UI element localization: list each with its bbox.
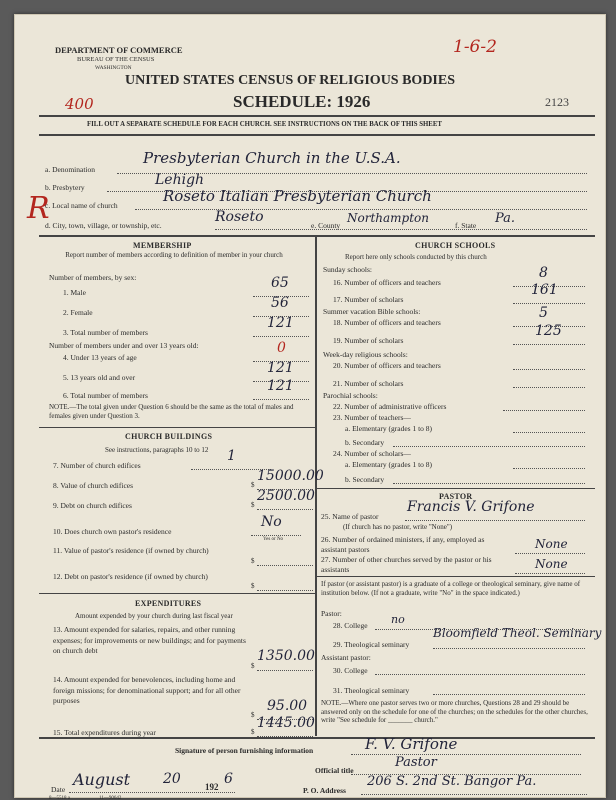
q10-label: 10. Does church own pastor's residence bbox=[53, 527, 172, 536]
city-label: WASHINGTON bbox=[95, 65, 132, 71]
q3-label: 3. Total number of members bbox=[63, 328, 148, 337]
local-name-label: c. Local name of church bbox=[45, 201, 118, 210]
expenditures-heading: EXPENDITURES bbox=[135, 599, 202, 608]
q10-value: No bbox=[261, 514, 282, 530]
q7-value: 1 bbox=[227, 448, 236, 464]
q8-label: 8. Value of church edifices bbox=[53, 481, 134, 490]
city-value: Roseto bbox=[215, 209, 264, 225]
q23a-label: a. Elementary (grades 1 to 8) bbox=[345, 424, 433, 433]
q16-label: 16. Number of officers and teachers bbox=[333, 278, 441, 287]
department-label: DEPARTMENT OF COMMERCE bbox=[55, 45, 183, 55]
buildings-heading: CHURCH BUILDINGS bbox=[125, 432, 213, 441]
parochial-schools-label: Parochial schools: bbox=[323, 391, 378, 400]
schools-heading: CHURCH SCHOOLS bbox=[415, 241, 496, 250]
q14-label: 14. Amount expended for benevolences, including home and foreign missions; for denominational support; and for all other purposes bbox=[53, 675, 241, 705]
serial-number: 2123 bbox=[545, 95, 569, 109]
membership-intro: Report number of members according to definition of member in your church bbox=[65, 251, 283, 259]
address-label: P. O. Address bbox=[303, 786, 346, 795]
form-number: 8—5518 a bbox=[49, 796, 70, 800]
q8-dollar: $ bbox=[251, 481, 255, 489]
q5-label: 5. 13 years old and over bbox=[63, 373, 136, 382]
schedule-title: SCHEDULE: 1926 bbox=[233, 92, 371, 111]
q1-value: 65 bbox=[271, 275, 289, 291]
q14-value: 95.00 bbox=[267, 698, 308, 714]
q4-value: 0 bbox=[277, 340, 286, 356]
q24b-label: b. Secondary bbox=[345, 475, 385, 484]
q28-label: 28. College bbox=[333, 621, 368, 630]
presbytery-label: b. Presbytery bbox=[45, 183, 85, 192]
assistant-pastor-subheading: Assistant pastor: bbox=[321, 653, 371, 662]
local-name-value: Roseto Italian Presbyterian Church bbox=[163, 187, 432, 205]
q26-value: None bbox=[535, 537, 568, 551]
form-title: UNITED STATES CENSUS OF RELIGIOUS BODIES bbox=[125, 73, 456, 88]
q11-dollar: $ bbox=[251, 557, 255, 565]
date-year: 6 bbox=[224, 771, 233, 787]
margin-red-mark: R bbox=[27, 191, 50, 226]
q17-label: 17. Number of scholars bbox=[333, 295, 404, 304]
state-value: Pa. bbox=[495, 211, 516, 226]
census-schedule-sheet bbox=[14, 14, 606, 798]
q4-label: 4. Under 13 years of age bbox=[63, 353, 137, 362]
q19-label: 19. Number of scholars bbox=[333, 336, 404, 345]
membership-note: NOTE.—The total given under Question 6 should be the same as the total of males and females given under Question 3. bbox=[49, 403, 294, 420]
q23-label: 23. Number of teachers— bbox=[333, 413, 411, 422]
address-value: 206 S. 2nd St. Bangor Pa. bbox=[367, 774, 537, 789]
q15-dollar: $ bbox=[251, 728, 255, 736]
signature-value: F. V. Grifone bbox=[365, 735, 458, 753]
q12-dollar: $ bbox=[251, 582, 255, 590]
presbytery-value: Lehigh bbox=[155, 172, 205, 188]
q14-dollar: $ bbox=[251, 711, 255, 719]
q18-value: 5 bbox=[539, 305, 548, 321]
pastor-heading: PASTOR bbox=[439, 492, 473, 501]
q13-label: 13. Amount expended for salaries, repairs, and other running expenses; for improvements or new buildings; and for payments on church debt bbox=[53, 625, 246, 655]
date-month: August bbox=[73, 770, 131, 789]
q15-label: 15. Total expenditures during year bbox=[53, 728, 156, 737]
q27-label: 27. Number of other churches served by the pastor or his assistants bbox=[321, 555, 492, 574]
summer-schools-label: Summer vacation Bible schools: bbox=[323, 307, 421, 316]
signature-label: Signature of person furnishing information bbox=[175, 746, 314, 755]
pastor-note: NOTE.—Where one pastor serves two or more churches, Questions 28 and 29 should be answered only on the schedule for one of the churches; on the schedules for the other churches, write "See schedule for _______ church." bbox=[321, 699, 588, 724]
q2-label: 2. Female bbox=[63, 308, 93, 317]
q6-value: 121 bbox=[267, 378, 294, 394]
q31-label: 31. Theological seminary bbox=[333, 686, 410, 695]
q2-value: 56 bbox=[271, 295, 289, 311]
expenditures-intro: Amount expended by your church during last fiscal year bbox=[75, 612, 233, 620]
q3-value: 121 bbox=[267, 315, 294, 331]
weekday-schools-label: Week-day religious schools: bbox=[323, 350, 408, 359]
q7-label: 7. Number of church edifices bbox=[53, 461, 141, 470]
q9-dollar: $ bbox=[251, 501, 255, 509]
q21-label: 21. Number of scholars bbox=[333, 379, 404, 388]
members-by-sex-label: Number of members, by sex: bbox=[49, 273, 137, 282]
q9-label: 9. Debt on church edifices bbox=[53, 501, 132, 510]
instruction-line: FILL OUT A SEPARATE SCHEDULE FOR EACH CHURCH. SEE INSTRUCTIONS ON THE BACK OF THIS SHEET bbox=[87, 121, 442, 128]
q29-label: 29. Theological seminary bbox=[333, 640, 410, 649]
q1-label: 1. Male bbox=[63, 288, 86, 297]
county-value: Northampton bbox=[347, 211, 430, 225]
schools-intro: Report here only schools conducted by this church bbox=[345, 253, 487, 261]
q13-dollar: $ bbox=[251, 662, 255, 670]
q19-value: 125 bbox=[535, 323, 562, 339]
bureau-label: BUREAU OF THE CENSUS bbox=[77, 56, 155, 63]
q12-label: 12. Debt on pastor's residence (if owned by church) bbox=[53, 572, 208, 581]
denomination-value: Presbyterian Church in the U.S.A. bbox=[143, 149, 401, 167]
q25-value: Francis V. Grifone bbox=[407, 499, 535, 515]
membership-heading: MEMBERSHIP bbox=[133, 241, 192, 250]
q25-note: (If church has no pastor, write "None") bbox=[343, 523, 453, 531]
handwritten-file-number: 1-6-2 bbox=[453, 37, 497, 57]
q18-label: 18. Number of officers and teachers bbox=[333, 318, 441, 327]
q11-label: 11. Value of pastor's residence (if owned by church) bbox=[53, 546, 209, 555]
q24-label: 24. Number of scholars— bbox=[333, 449, 411, 458]
yes-no-hint: Yes or No bbox=[263, 537, 284, 542]
print-number: 11—90642 bbox=[99, 796, 122, 800]
q29-value: Bloomfield Theol. Seminary bbox=[433, 626, 602, 640]
q6-label: 6. Total number of members bbox=[63, 391, 148, 400]
q26-label: 26. Number of ordained ministers, if any, employed as assistant pastors bbox=[321, 535, 485, 554]
q24a-label: a. Elementary (grades 1 to 8) bbox=[345, 460, 433, 469]
pastor-subheading: Pastor: bbox=[321, 609, 342, 618]
handwritten-margin-number: 400 bbox=[65, 95, 94, 113]
county-label: e. County bbox=[311, 221, 341, 230]
q23b-label: b. Secondary bbox=[345, 438, 385, 447]
official-title-value: Pastor bbox=[395, 755, 437, 770]
sunday-schools-label: Sunday schools: bbox=[323, 265, 372, 274]
q25-label: 25. Name of pastor bbox=[321, 512, 379, 521]
q17-value: 161 bbox=[531, 282, 558, 298]
city-field-label: d. City, town, village, or township, etc. bbox=[45, 221, 162, 230]
q20-label: 20. Number of officers and teachers bbox=[333, 361, 441, 370]
q13-value: 1350.00 bbox=[257, 648, 315, 664]
q16-value: 8 bbox=[539, 265, 548, 281]
graduate-note: If pastor (or assistant pastor) is a graduate of a college or theological seminary, give name of institution below. (If not a graduate, write "No" in the space indicated.) bbox=[321, 580, 581, 597]
q28-value: no bbox=[391, 613, 405, 626]
date-year-prefix: 192 bbox=[205, 782, 219, 792]
official-title-label: Official title bbox=[315, 766, 354, 775]
q8-value: 15000.00 bbox=[257, 468, 324, 484]
date-day: 20 bbox=[163, 771, 181, 787]
date-label: Date bbox=[51, 785, 66, 794]
state-label: f. State bbox=[455, 221, 477, 230]
q27-value: None bbox=[535, 557, 568, 571]
q22-label: 22. Number of administrative officers bbox=[333, 402, 447, 411]
q15-value: 1445.00 bbox=[257, 715, 315, 731]
age-intro-label: Number of members under and over 13 years old: bbox=[49, 341, 199, 350]
q30-label: 30. College bbox=[333, 666, 368, 675]
buildings-intro: See instructions, paragraphs 10 to 12 bbox=[105, 446, 209, 454]
denomination-label: a. Denomination bbox=[45, 165, 95, 174]
q9-value: 2500.00 bbox=[257, 488, 315, 504]
q5-value: 121 bbox=[267, 360, 294, 376]
